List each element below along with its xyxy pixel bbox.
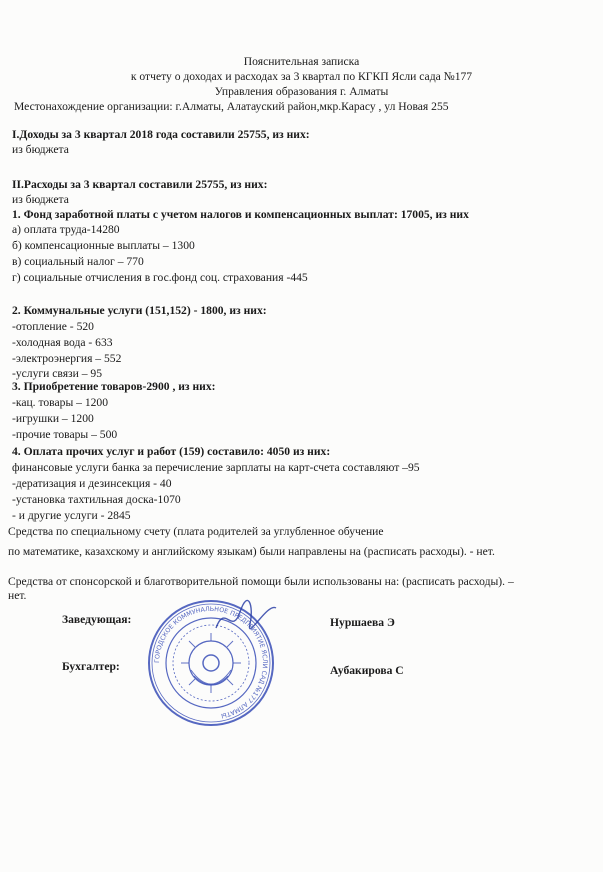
- director-name: Нуршаева Э: [330, 616, 395, 629]
- document-title: Пояснительная записка: [243, 55, 360, 68]
- signature-scribble: [210, 598, 280, 638]
- list-item: -прочие товары – 500: [12, 428, 118, 441]
- list-item: а) оплата труда-14280: [12, 223, 120, 236]
- income-heading: I.Доходы за 3 квартал 2018 года составили 25755, из них:: [12, 128, 310, 141]
- sponsorship-line2: нет.: [8, 589, 27, 602]
- utilities-heading: 2. Коммунальные услуги (151,152) - 1800, из них:: [12, 304, 267, 317]
- list-item: в) социальный налог – 770: [12, 255, 144, 268]
- list-item: финансовые услуги банка за перечисление зарплаты на карт-счета составляют –95: [12, 461, 420, 474]
- sponsorship-line1: Средства от спонсорской и благотворительной помощи были использованы на: (расписать расходы). –: [8, 575, 514, 588]
- list-item: -игрушки – 1200: [12, 412, 94, 425]
- document-subtitle: к отчету о доходах и расходах за 3 квартал по КГКП Ясли сада №177: [130, 70, 473, 83]
- special-account-line1: Средства по специальному счету (плата родителей за углубленное обучение: [8, 525, 384, 538]
- special-account-line2: по математике, казахскому и английскому языкам) были направлены на (расписать расходы). - нет.: [8, 545, 495, 558]
- list-item: -кац. товары – 1200: [12, 396, 109, 409]
- list-item: -отопление - 520: [12, 320, 94, 333]
- services-heading: 4. Оплата прочих услуг и работ (159) составило: 4050 из них:: [12, 445, 331, 458]
- list-item: -холодная вода - 633: [12, 336, 113, 349]
- payroll-heading: 1. Фонд заработной платы с учетом налогов и компенсационных выплат: 17005, из них: [12, 208, 469, 221]
- expenses-heading: II.Расходы за 3 квартал составили 25755, из них:: [12, 178, 268, 191]
- income-source: из бюджета: [12, 143, 69, 156]
- list-item: -услуги связи – 95: [12, 367, 103, 380]
- list-item: -электроэнергия – 552: [12, 352, 122, 365]
- accountant-label: Бухгалтер:: [62, 660, 120, 673]
- accountant-name: Аубакирова С: [330, 664, 404, 677]
- director-label: Заведующая:: [62, 613, 132, 626]
- list-item: г) социальные отчисления в гос.фонд соц. страхования -445: [12, 271, 308, 284]
- expenses-source: из бюджета: [12, 193, 69, 206]
- svg-text:ГОРОДСКОЕ КОММУНАЛЬНОЕ ПРЕДПРИ: ГОРОДСКОЕ КОММУНАЛЬНОЕ ПРЕДПРИЯТИЕ ЯСЛИ САД №177 АЛМАТЫ: [153, 605, 269, 720]
- list-item: б) компенсационные выплаты – 1300: [12, 239, 195, 252]
- list-item: -установка тахтильная доска-1070: [12, 493, 181, 506]
- list-item: -дератизация и дезинсекция - 40: [12, 477, 172, 490]
- goods-heading: 3. Приобретение товаров-2900 , из них:: [12, 380, 216, 393]
- list-item: - и другие услуги - 2845: [12, 509, 131, 522]
- location-line: Местонахождение организации: г.Алматы, Алатауский район,мкр.Карасу , ул Новая 255: [14, 100, 449, 113]
- department-line: Управления образования г. Алматы: [214, 85, 389, 98]
